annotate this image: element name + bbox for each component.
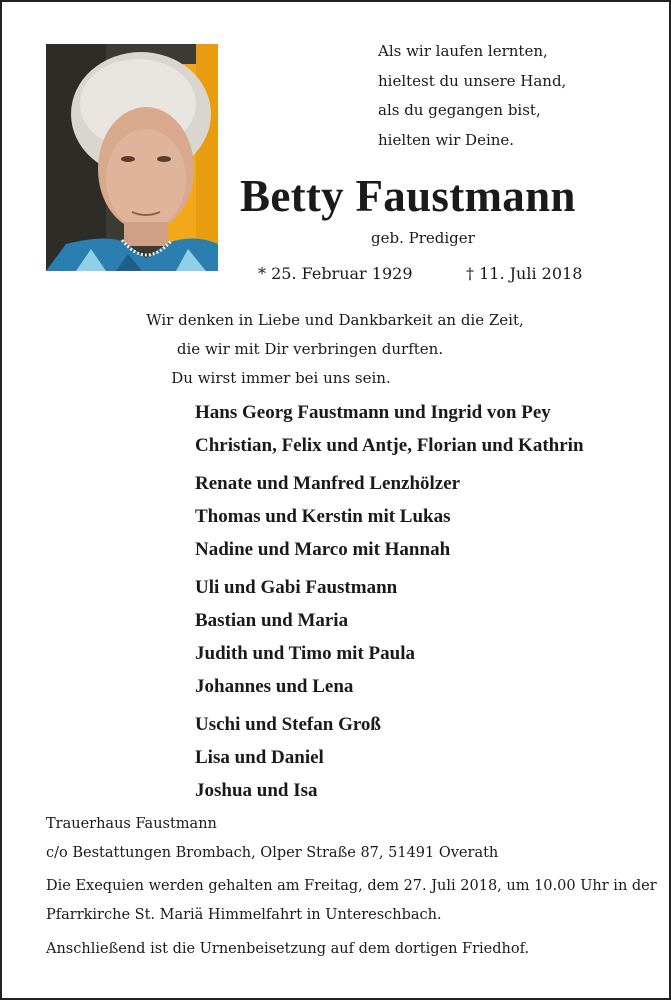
thanks-line: Wir denken in Liebe und Dankbarkeit an die Zeit, [146,311,524,329]
family-line: Joshua und Isa [195,780,318,801]
family-line: Renate und Manfred Lenzhölzer [195,473,461,494]
family-line: Lisa und Daniel [195,747,324,768]
address: c/o Bestattungen Brombach, Olper Straße 87, 51491 Overath [46,845,499,861]
poem-line: als du gegangen bist, [378,101,541,119]
burial-info: Anschließend ist die Urnenbeisetzung auf dem dortigen Friedhof. [46,941,530,957]
death-date: † 11. Juli 2018 [466,264,583,283]
family-line: Uli und Gabi Faustmann [195,577,398,598]
family-line: Nadine und Marco mit Hannah [195,539,451,560]
family-line: Christian, Felix und Antje, Florian und Kathrin [195,435,584,456]
mourning-house: Trauerhaus Faustmann [46,816,217,832]
poem-line: hieltest du unsere Hand, [378,71,567,90]
deceased-name: Betty Faustmann [240,171,576,221]
thanks-line: Du wirst immer bei uns sein. [171,369,391,387]
family-line: Uschi und Stefan Groß [195,714,382,735]
birth-date: * 25. Februar 1929 [258,264,413,283]
poem-line: Als wir laufen lernten, [378,42,548,60]
service-info: Die Exequien werden gehalten am Freitag, dem 27. Juli 2018, um 10.00 Uhr in der [46,878,657,894]
poem [378,37,566,155]
family-line: Hans Georg Faustmann und Ingrid von Pey [195,402,551,423]
thanks-line: die wir mit Dir verbringen durften. [176,340,444,358]
family-line: Bastian und Maria [195,610,349,631]
service-info-location: Pfarrkirche St. Mariä Himmelfahrt in Untereschbach. [46,907,442,923]
born-name: geb. Prediger [371,229,475,247]
family-line: Judith und Timo mit Paula [195,643,415,664]
portrait-photo [46,44,218,271]
family-line: Johannes und Lena [195,676,354,697]
poem-line: hielten wir Deine. [378,130,515,149]
family-line: Thomas und Kerstin mit Lukas [195,506,451,527]
